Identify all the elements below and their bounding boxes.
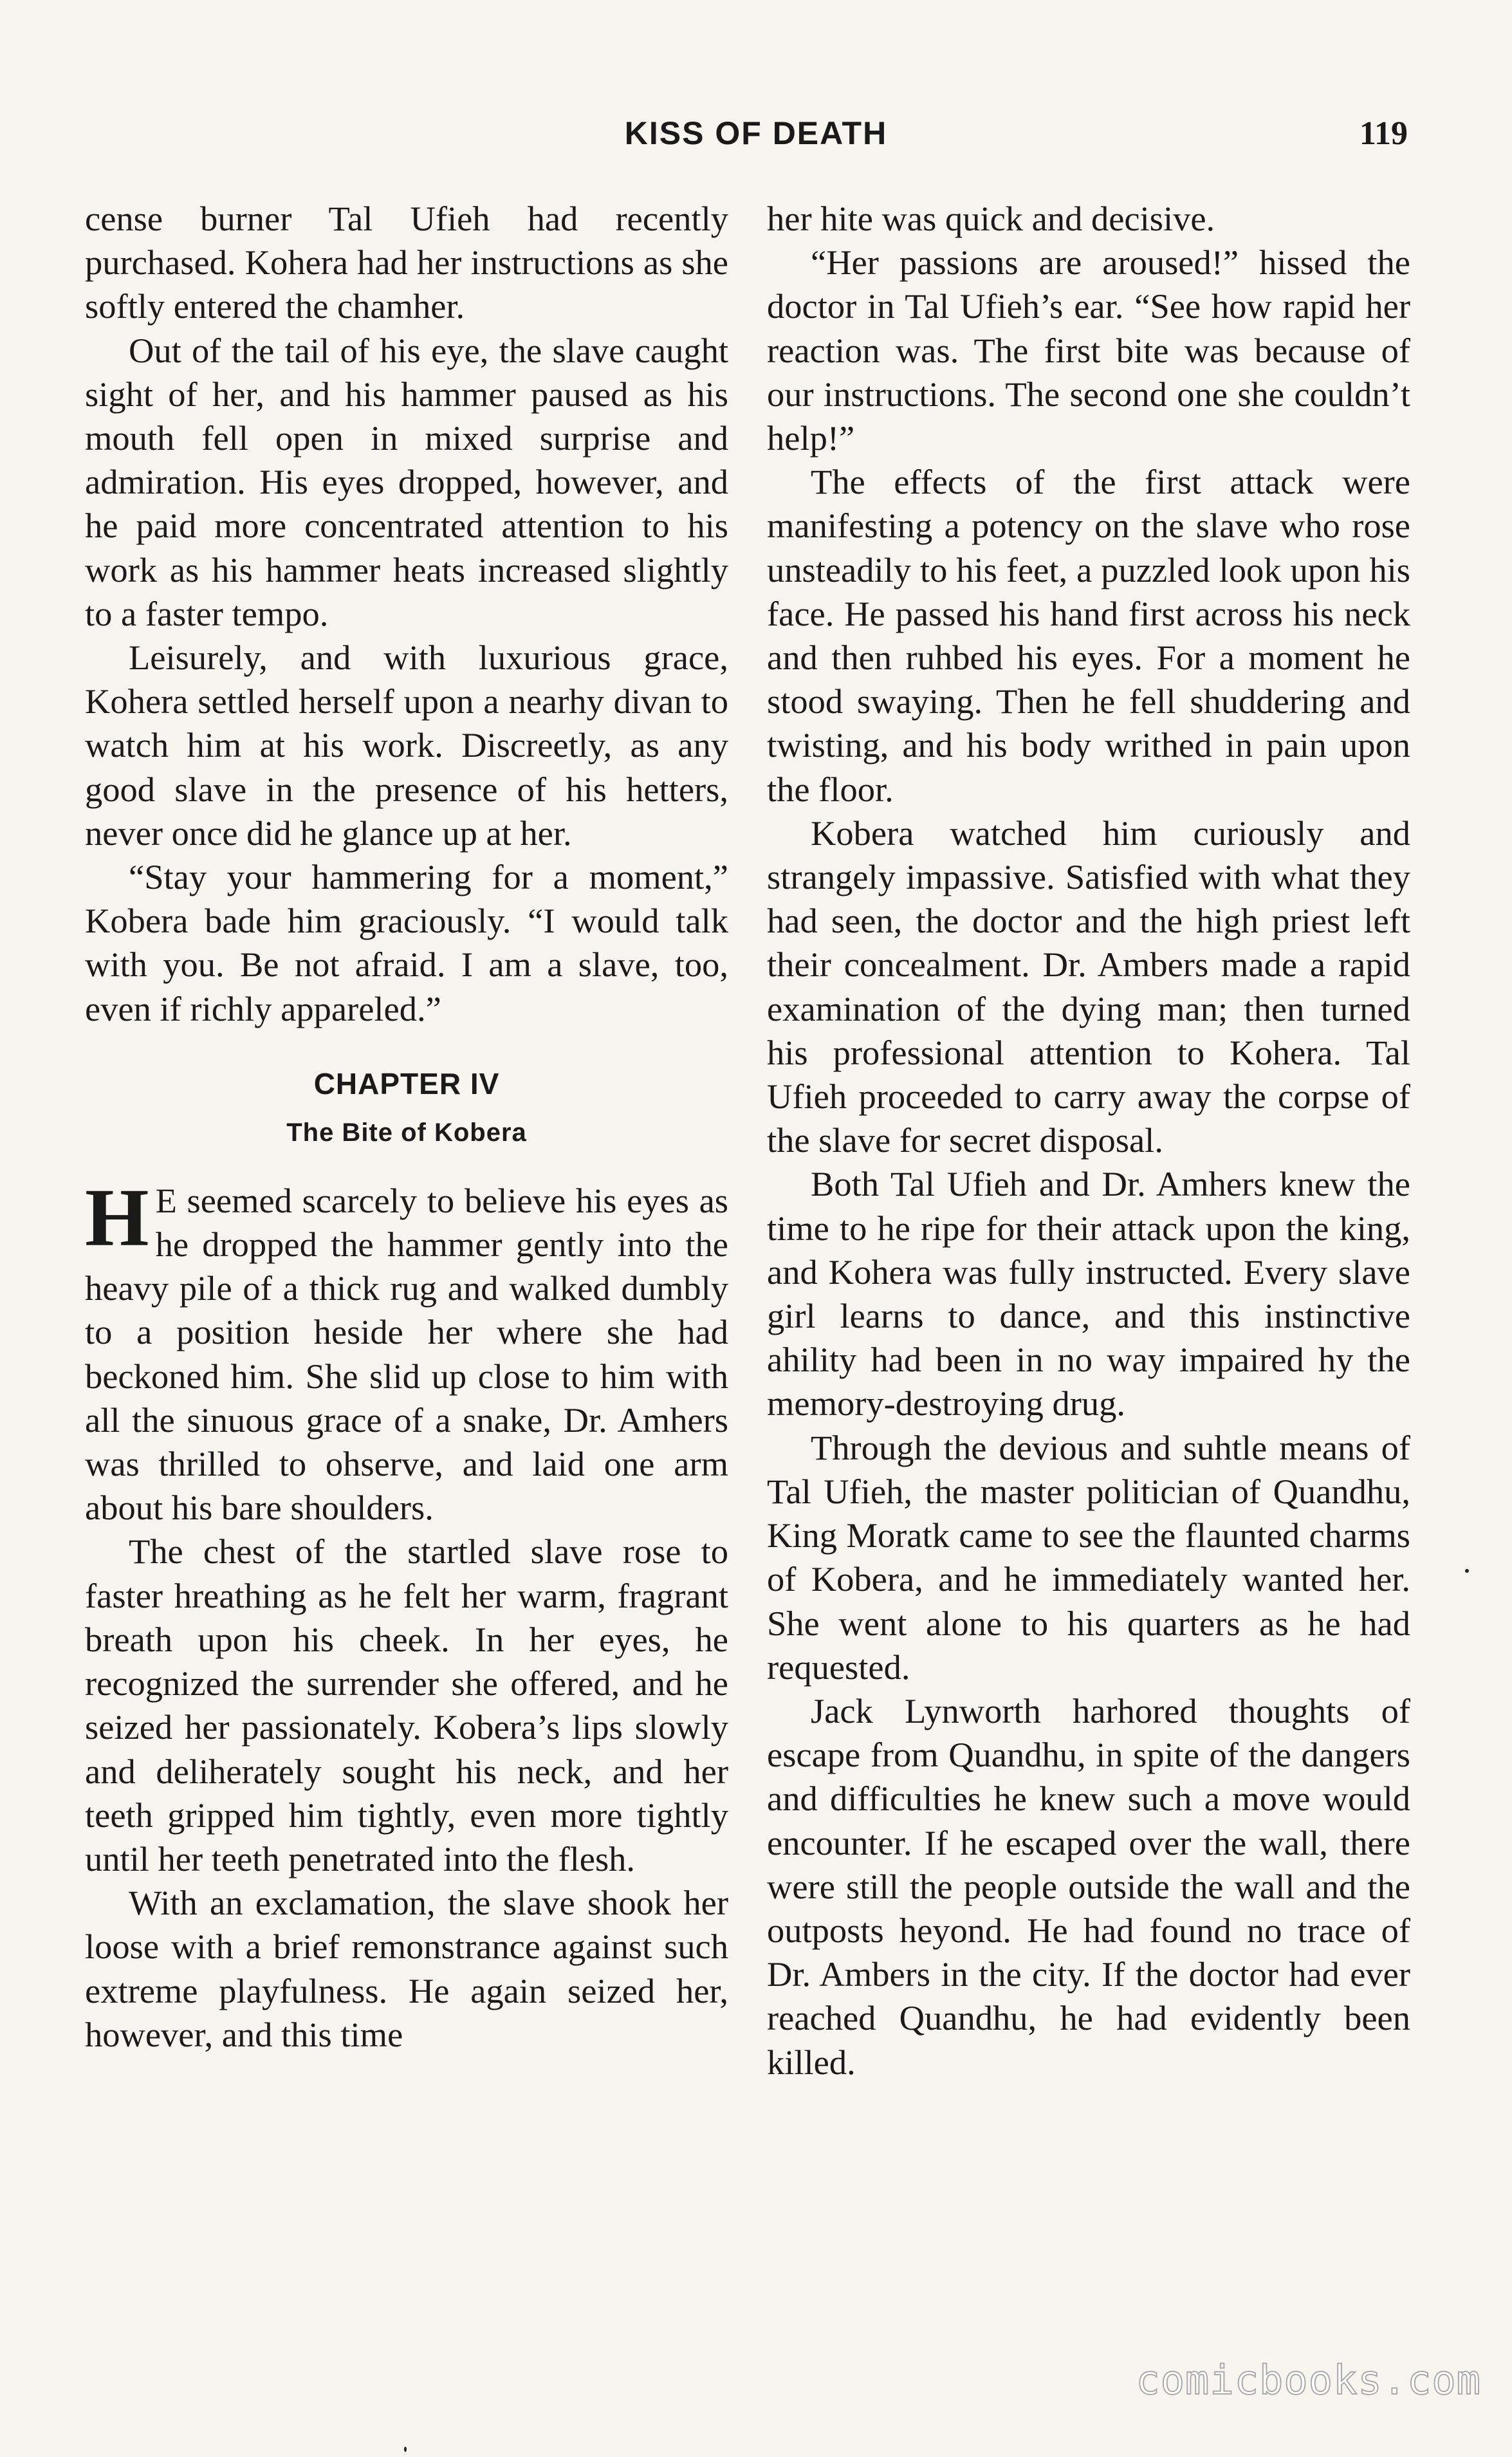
chapter-heading: CHAPTER IV: [313, 1066, 500, 1100]
print-speck: [1465, 1569, 1469, 1573]
paragraph: cense burner Tal Ufieh had recently purchased. Kohera had her instructions as she softly entered the chamher.: [85, 199, 728, 326]
paragraph: Leisurely, and with luxurious grace, Kohera settled herself upon a nearhy divan to watch him at his work. Discreetly, as any good slave in the presence of his hetters, never once did he glance up at her.: [85, 638, 728, 853]
paragraph: her hite was quick and decisive.: [767, 199, 1215, 238]
page-number: 119: [1359, 115, 1408, 152]
paragraph: Jack Lynworth harhored thoughts of escape from Quandhu, in spite of the dangers and difficulties he knew such a move would encounter. If he escaped over the wall, there were still the people outside the wall and the outposts heyond. He had found no trace of Dr. Ambers in the city. If the doctor had ever reached Quandhu, he had evidently been killed.: [767, 1691, 1410, 2082]
paragraph-text: E seemed scarcely to believe his eyes as he dropped the hammer gently into the heavy pile of a thick rug and walked dumbly to a position heside her where she had beckoned him. She slid up close to him with all the sinuous grace of a snake, Dr. Amhers was thrilled to ohserve, and laid one arm about his bare shoulders.: [85, 1180, 728, 1528]
chapter-opening-paragraph: [85, 1171, 728, 1530]
running-header: [0, 115, 1512, 166]
paragraph: With an exclamation, the slave shook her loose with a brief remonstrance against such extreme playfulness. He again seized her, however, and this time: [85, 1883, 728, 2054]
paragraph: The chest of the startled slave rose to faster hreathing as he felt her warm, fragrant breath upon his cheek. In her eyes, he recognized the surrender she offered, and he seized her passionately. Kobera’s lips slowly and deliherately sought his neck, and her teeth gripped him tightly, even more tightly until her teeth penetrated into the flesh.: [85, 1532, 728, 1878]
paragraph: Out of the tail of his eye, the slave caught sight of her, and his hammer paused as his mouth fell open in mixed surprise and admiration. His eyes dropped, however, and he paid more concentrated attention to his work as his hammer heats increased slightly to a faster tempo.: [85, 330, 728, 633]
paragraph: Both Tal Ufieh and Dr. Amhers knew the time to he ripe for their attack upon the king, and Kohera was fully instructed. Every slave girl learns to dance, and this instinctive ahility had been in no way impaired hy the memory-destroying drug.: [767, 1164, 1410, 1423]
watermark: comicbooks.com: [1136, 2357, 1481, 2404]
paragraph: “Her passions are aroused!” hissed the doctor in Tal Ufieh’s ear. “See how rapid her reaction was. The first bite was because of our instructions. The second one she couldn’t help!”: [767, 243, 1410, 458]
paragraph: Kobera watched him curiously and strangely impassive. Satisfied with what they had seen, the doctor and the high priest left their concealment. Dr. Ambers made a rapid examination of the dying man; then turned his professional attention to Kohera. Tal Ufieh proceeded to carry away the corpse of the slave for secret disposal.: [767, 813, 1410, 1160]
drop-cap: H: [85, 1171, 149, 1263]
left-column: [85, 197, 728, 2057]
chapter-subtitle: The Bite of Kobera: [286, 1118, 527, 1147]
paragraph: The effects of the first attack were manifesting a potency on the slave who rose unsteadily to his feet, a puzzled look upon his face. He passed his hand first across his neck and then ruhbed his eyes. For a moment he stood swaying. Then he fell shuddering and twisting, and his body writhed in pain upon the floor.: [767, 462, 1410, 809]
paragraph: “Stay your hammering for a moment,” Kobera bade him graciously. “I would talk with you. Be not afraid. I am a slave, too, even if richly appareled.”: [85, 857, 728, 1028]
paragraph: Through the devious and suhtle means of Tal Ufieh, the master politician of Quandhu, King Moratk came to see the flaunted charms of Kobera, and he immediately wanted her. She went alone to his quarters as he had requested.: [767, 1427, 1410, 1687]
print-speck: [404, 2447, 407, 2452]
right-column: [767, 197, 1410, 2084]
running-title: KISS OF DEATH: [624, 115, 888, 151]
